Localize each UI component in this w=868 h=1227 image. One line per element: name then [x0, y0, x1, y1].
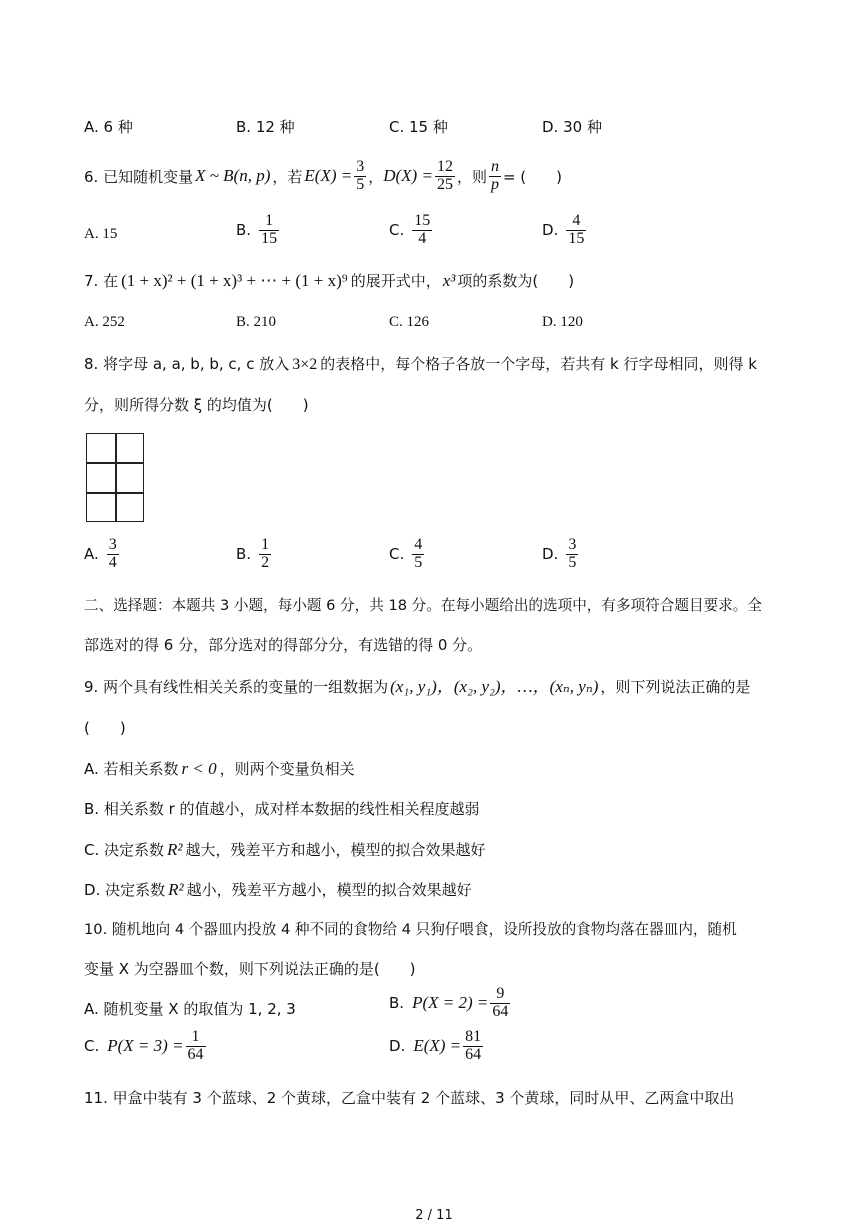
q8-line1: 8. 将字母 a, a, b, b, c, c 放入 3×2 的表格中，每个格子各放一个字母，若共有 k 行字母相同，则得 k [84, 355, 757, 373]
q10-line2: 变量 X 为空器皿个数，则下列说法正确的是( ) [84, 960, 416, 978]
q9-stem: 9. 两个具有线性相关关系的变量的一组数据为 (x₁, y₁)，(x₂, y₂)，…，(xₙ, yₙ) ，则下列说法正确的是 [84, 672, 750, 697]
q6-stem [84, 154, 562, 198]
q6-option-c: C. $\frac{15}{4}$ [389, 212, 431, 247]
section2-heading-line1: 二、选择题：本题共 3 小题，每小题 6 分，共 18 分。在每小题给出的选项中，有多项符合题目要求。全 [84, 597, 762, 614]
q5-option-c: C. 15 种 [389, 118, 448, 136]
q5-option-d: D. 30 种 [542, 118, 602, 136]
q10-option-c: C. P(X = 3) = $\frac{1}{64}$ [84, 1028, 204, 1063]
q6-ex-label: E(X) = [304, 166, 353, 185]
q6-sep: ， [368, 167, 384, 186]
q9-option-c: C. 决定系数 R² 越大，残差平方和越小，模型的拟合效果越好 [84, 840, 486, 859]
q6-dx-fraction: $\frac{12}{25}$ [436, 157, 453, 193]
q8-option-c: C. $\frac{4}{5}$ [389, 536, 423, 571]
q6-then: ，则 [456, 167, 487, 186]
q7-option-a: A. 252 [84, 314, 125, 330]
q6-distribution: X ~ B(n, p) [195, 166, 271, 185]
q7-lead: 7. 在 [84, 272, 119, 290]
q6-mid: ，若 [272, 167, 303, 186]
q6-tail: = ( ) [502, 167, 563, 186]
q7-mid: 的展开式中， [350, 272, 441, 290]
q6-lead: 6. 已知随机变量 [84, 167, 194, 186]
q8-option-b: B. $\frac{1}{2}$ [236, 536, 270, 571]
q10-option-b: B. P(X = 2) = $\frac{9}{64}$ [389, 985, 509, 1020]
q10-option-a: A. 随机变量 X 的取值为 1, 2, 3 [84, 1000, 296, 1018]
q5-option-b: B. 12 种 [236, 118, 295, 136]
q9-option-d: D. 决定系数 R² 越小，残差平方越小，模型的拟合效果越好 [84, 880, 472, 899]
q6-option-b: B. $\frac{1}{15}$ [236, 212, 278, 247]
q7-option-b: B. 210 [236, 314, 277, 330]
q10-line1: 10. 随机地向 4 个器皿内投放 4 种不同的食物给 4 只狗仔喂食，设所投放的食物均落在器皿内，随机 [84, 921, 737, 938]
q6-dx-label: D(X) = [383, 166, 433, 185]
q5-option-a: A. 6 种 [84, 118, 133, 136]
q6-option-d: D. $\frac{4}{15}$ [542, 212, 585, 247]
q8-option-a: A. $\frac{3}{4}$ [84, 536, 117, 571]
q8-line2: 分，则所得分数 ξ 的均值为( ) [84, 396, 309, 414]
q8-dimension: 3×2 [292, 356, 318, 373]
q7-term: x³ [442, 271, 456, 290]
q9-option-a: A. 若相关系数 r < 0 ，则两个变量负相关 [84, 759, 355, 778]
q6-option-a: A. 15 [84, 226, 118, 242]
q7-option-d: D. 120 [542, 314, 583, 330]
q7-tail: 项的系数为( ) [457, 272, 575, 290]
q10-option-d: D. E(X) = $\frac{81}{64}$ [389, 1028, 482, 1063]
page-number: 2 / 11 [415, 1208, 453, 1223]
q9-option-b: B. 相关系数 r 的值越小，成对样本数据的线性相关程度越弱 [84, 800, 480, 818]
q7-expression: (1 + x)² + (1 + x)³ + ⋯ + (1 + x)⁹ [121, 271, 348, 290]
q7-stem [84, 270, 574, 291]
q6-ratio-fraction: $\frac{n}{p}$ [490, 157, 499, 193]
q8-option-d: D. $\frac{3}{5}$ [542, 536, 577, 571]
q11-line1: 11. 甲盒中装有 3 个蓝球、2 个黄球，乙盒中装有 2 个蓝球、3 个黄球，同时从甲、乙两盒中取出 [84, 1089, 735, 1107]
section2-heading-line2: 部选对的得 6 分，部分选对的得部分分，有选错的得 0 分。 [84, 636, 483, 654]
q6-ex-fraction: $\frac{3}{5}$ [356, 157, 365, 193]
q9-paren: ( ) [84, 719, 126, 737]
q8-grid-figure [86, 433, 144, 522]
q7-option-c: C. 126 [389, 314, 430, 330]
q9-data-pairs: (x₁, y₁)，(x₂, y₂)，…，(xₙ, yₙ) [390, 677, 599, 696]
